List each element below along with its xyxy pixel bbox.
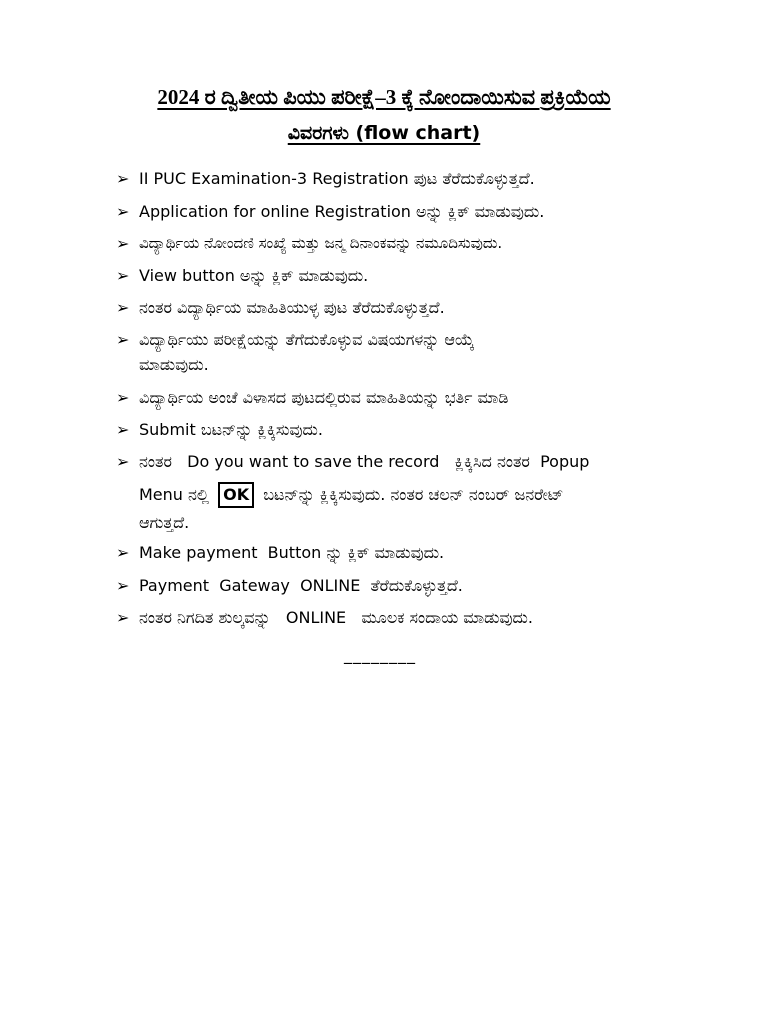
- arrow-bullet-icon: ➢: [116, 420, 130, 439]
- popup-menu-text: Menu ನಲ್ಲಿ: [139, 485, 210, 504]
- challan-text: ಬಟನ್‌ನ್ನು ಕ್ಲಿಕ್ಕಿಸುವುದು. ನಂತರ ಚಲನ್ ನಂಬರ್ ಜನರೇಟ್: [263, 485, 564, 504]
- step-text-line-2: ಮಾಡುವುದು.: [139, 355, 209, 374]
- ok-button-label: OK: [218, 482, 254, 508]
- step-text: View button ಅನ್ನು ಕ್ಲಿಕ್ ಮಾಡುವುದು.: [139, 266, 369, 285]
- title-text-1: 2024 ರ ದ್ವಿತೀಯ ಪಿಯು ಪರೀಕ್ಷೆ–3 ಕ್ಕೆ ನೋಂದಾಯಿಸುವ ಪ್ರಕ್ರಿಯೆಯ: [157, 85, 611, 109]
- arrow-bullet-icon: ➢: [116, 234, 130, 253]
- step-text: ನಂತರ ನಿಗದಿತ ಶುಲ್ಕವನ್ನು ONLINE ಮೂಲಕ ಸಂದಾಯ ಮಾಡುವುದು.: [139, 608, 533, 627]
- arrow-bullet-icon: ➢: [116, 298, 130, 317]
- arrow-bullet-icon: ➢: [116, 388, 130, 407]
- step-text-line-1: ವಿದ್ಯಾರ್ಥಿಯು ಪರೀಕ್ಷೆಯನ್ನು ತೆಗೆದುಕೊಳ್ಳುವ ವಿಷಯಗಳನ್ನು ಆಯ್ಕೆ: [139, 330, 475, 349]
- arrow-bullet-icon: ➢: [116, 202, 130, 221]
- step-text-line-2: [139, 481, 563, 508]
- step-6: [116, 326, 676, 380]
- step-9: [116, 448, 676, 534]
- step-text: ವಿದ್ಯಾರ್ಥಿಯ ಅಂಚೆ ವಿಳಾಸದ ಪುಟದಲ್ಲಿರುವ ಮಾಹಿತಿಯನ್ನು ಭರ್ತಿ ಮಾಡಿ: [139, 388, 509, 407]
- step-text: Make payment Button ನ್ನು ಕ್ಲಿಕ್ ಮಾಡುವುದು.: [139, 543, 445, 562]
- arrow-bullet-icon: ➢: [116, 452, 130, 471]
- step-text: II PUC Examination-3 Registration ಪುಟ ತೆರೆದುಕೊಳ್ಳುತ್ತದೆ.: [139, 169, 535, 188]
- arrow-bullet-icon: ➢: [116, 169, 130, 188]
- step-text-line-3: ಆಗುತ್ತದೆ.: [139, 513, 190, 532]
- step-text: Submit ಬಟನ್‌ನ್ನು ಕ್ಲಿಕ್ಕಿಸುವುದು.: [139, 420, 323, 439]
- step-text: ವಿದ್ಯಾರ್ಥಿಯ ನೋಂದಣಿ ಸಂಖ್ಯೆ ಮತ್ತು ಜನ್ಮ ದಿನಾಂಕವನ್ನು ನಮೂದಿಸುವುದು.: [139, 234, 503, 252]
- step-text: Payment Gateway ONLINE ತೆರೆದುಕೊಳ್ಳುತ್ತದೆ.: [139, 576, 463, 595]
- arrow-bullet-icon: ➢: [116, 266, 130, 285]
- arrow-bullet-icon: ➢: [116, 543, 130, 562]
- end-divider: ________: [344, 645, 416, 664]
- step-text: ನಂತರ ವಿದ್ಯಾರ್ಥಿಯ ಮಾಹಿತಿಯುಳ್ಳ ಪುಟ ತೆರೆದುಕೊಳ್ಳುತ್ತದೆ.: [139, 298, 445, 317]
- step-text: Application for online Registration ಅನ್ನು ಕ್ಲಿಕ್ ಮಾಡುವುದು.: [139, 202, 545, 221]
- arrow-bullet-icon: ➢: [116, 576, 130, 595]
- title-text-2: ವಿವರಗಳು (flow chart): [287, 122, 481, 144]
- arrow-bullet-icon: ➢: [116, 330, 130, 349]
- arrow-bullet-icon: ➢: [116, 608, 130, 627]
- step-text-line-1: ನಂತರ Do you want to save the record ಕ್ಲಿಕ್ಕಿಸಿದ ನಂತರ Popup: [139, 452, 590, 471]
